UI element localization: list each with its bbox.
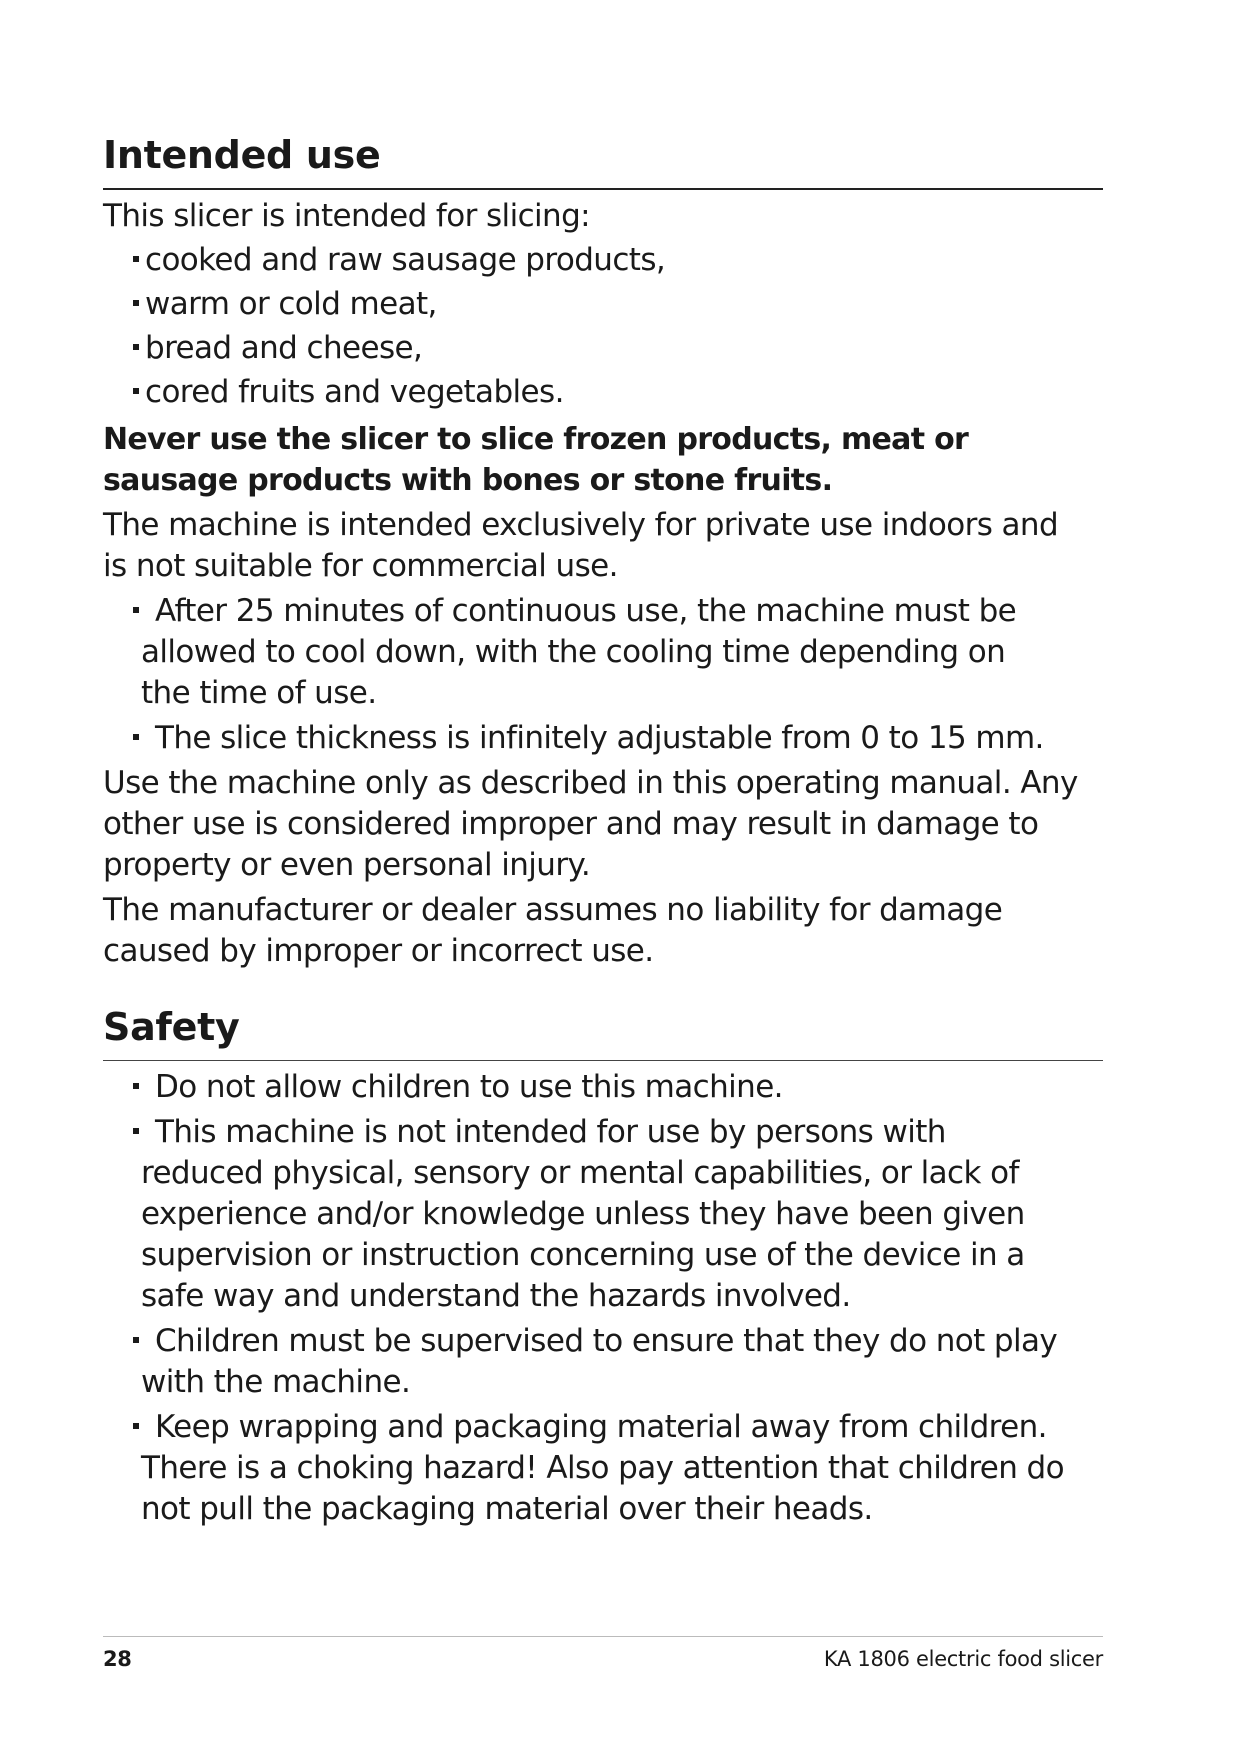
list-item-text: After 25 minutes of continuous use, the machine must be allowed to cool down, with the cooling time depending on the time of use.: [141, 593, 1017, 711]
intended-use-heading: Intended use: [103, 136, 1103, 190]
list-item-text: warm or cold meat,: [145, 286, 437, 322]
list-item-text: bread and cheese,: [145, 330, 423, 366]
list-item: [103, 1067, 1103, 1108]
page-content: [103, 133, 1103, 1530]
list-item: [103, 372, 1103, 413]
bullet-icon: [133, 388, 139, 394]
bullet-icon: [133, 256, 139, 262]
safety-heading: Safety: [103, 1008, 1103, 1061]
list-item: [103, 1112, 1103, 1317]
list-item-text: cooked and raw sausage products,: [145, 242, 666, 278]
bullet-icon: [133, 1083, 139, 1089]
list-item-text: Keep wrapping and packaging material away from children. There is a choking hazard! Also pay attention that children do not pull the packaging material over their heads.: [141, 1409, 1064, 1527]
bullet-icon: [133, 1128, 139, 1134]
list-item: [103, 1407, 1103, 1530]
list-item-text: The slice thickness is infinitely adjustable from 0 to 15 mm.: [155, 720, 1044, 756]
bullet-icon: [133, 607, 139, 613]
usage-text: Use the machine only as described in this operating manual. Any other use is considered improper and may result in damage to property or even personal injury.: [103, 765, 1078, 883]
bullet-icon: [133, 300, 139, 306]
bullet-icon: [133, 1337, 139, 1343]
list-item: [103, 718, 1103, 759]
list-item-text: Children must be supervised to ensure that they do not play with the machine.: [141, 1323, 1058, 1400]
warning-text: Never use the slicer to slice frozen products, meat or sausage products with bones or stone fruits.: [103, 422, 969, 498]
list-item-text: Do not allow children to use this machine.: [155, 1069, 783, 1105]
intended-use-list: [103, 240, 1103, 413]
list-item: [103, 240, 1103, 281]
safety-list: [103, 1067, 1103, 1530]
list-item: [103, 591, 1103, 714]
notes-list: [103, 591, 1103, 759]
bullet-icon: [133, 1423, 139, 1429]
page-footer: [103, 1636, 1103, 1671]
product-name: KA 1806 electric food slicer: [823, 1647, 1103, 1671]
liability-text: The manufacturer or dealer assumes no liability for damage caused by improper or incorrect use.: [103, 892, 1003, 969]
page-number: 28: [103, 1647, 132, 1671]
bullet-icon: [133, 344, 139, 350]
list-item: [103, 284, 1103, 325]
bullet-icon: [133, 734, 139, 740]
list-item: [103, 328, 1103, 369]
intended-use-intro: This slicer is intended for slicing:: [103, 198, 591, 234]
list-item-text: cored fruits and vegetables.: [145, 374, 564, 410]
list-item-text: This machine is not intended for use by persons with reduced physical, sensory or mental capabilities, or lack of experience and/or knowledge unless they have been given supervision or instruction concerning use of the device in a safe way and understand the hazards involved.: [141, 1114, 1025, 1314]
private-use-text: The machine is intended exclusively for private use indoors and is not suitable for commercial use.: [103, 507, 1059, 584]
list-item: [103, 1321, 1103, 1403]
